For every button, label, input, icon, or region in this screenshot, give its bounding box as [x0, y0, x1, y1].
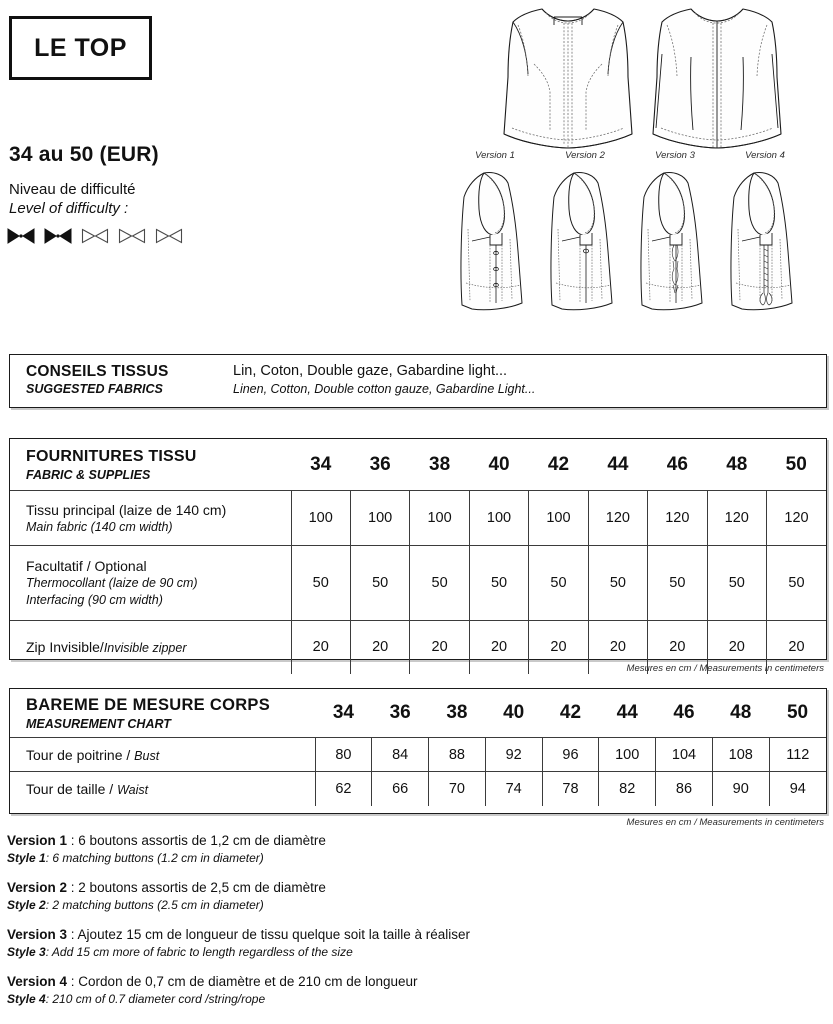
row-label — [10, 621, 291, 674]
cell-value: 70 — [429, 772, 486, 806]
difficulty-rating — [7, 228, 183, 244]
size-header: 44 — [616, 702, 638, 723]
version-label-3: Version 3 — [655, 150, 695, 161]
version-note-en-bold: Style 4 — [7, 992, 46, 1006]
row-label-en: Invisible zipper — [103, 640, 187, 655]
size-header: 46 — [666, 453, 688, 475]
size-header: 36 — [369, 453, 391, 475]
row-label — [10, 546, 291, 621]
version-note-en-rest: : Add 15 cm more of fabric to length regardless of the size — [45, 945, 353, 959]
cell-value: 104 — [656, 738, 713, 772]
version-note-fr-bold: Version 4 — [7, 974, 68, 989]
version-note-en-rest: : 2 matching buttons (2.5 cm in diameter) — [45, 898, 264, 912]
cell-value: 50 — [469, 546, 528, 621]
cell-value: 50 — [707, 546, 766, 621]
version-note-fr-bold: Version 3 — [7, 927, 68, 942]
cell-value: 20 — [648, 621, 707, 674]
version-note-fr — [7, 832, 817, 850]
row-label-en: Bust — [134, 748, 160, 763]
fabric-supplies-table — [9, 438, 827, 660]
cell-value: 66 — [372, 772, 429, 806]
cell-value: 50 — [588, 546, 647, 621]
cell-value: 62 — [315, 772, 372, 806]
cell-value: 78 — [542, 772, 599, 806]
bowtie-icon-empty — [155, 228, 183, 244]
cell-value: 50 — [410, 546, 469, 621]
cell-value: 20 — [350, 621, 409, 674]
suggested-fabrics-value-en: Linen, Cotton, Double cotton gauze, Gabardine Light... — [233, 382, 536, 396]
cell-value: 20 — [767, 621, 827, 674]
cell-value: 100 — [599, 738, 656, 772]
cell-value: 80 — [315, 738, 372, 772]
suggested-fabrics-value-fr: Lin, Coton, Double gaze, Gabardine light... — [233, 363, 508, 379]
bowtie-icon-filled — [44, 228, 72, 244]
version-note-fr-bold: Version 1 — [7, 833, 68, 848]
version-sketches — [450, 165, 833, 340]
version-note-en — [7, 991, 817, 1007]
row-label — [10, 491, 291, 546]
version-note-en — [7, 944, 817, 960]
pattern-title-box — [9, 16, 152, 80]
size-header: 38 — [429, 453, 451, 475]
cell-value: 50 — [350, 546, 409, 621]
version-note — [7, 879, 817, 913]
version-note — [7, 926, 817, 960]
version-4-sketch — [731, 172, 792, 309]
row-label-fr: Tour de poitrine / — [26, 746, 135, 763]
version-label-1: Version 1 — [475, 150, 515, 161]
row-label-fr: Tour de taille / — [26, 780, 118, 797]
cell-value: 20 — [707, 621, 766, 674]
suggested-fabrics-label-en: SUGGESTED FABRICS — [26, 382, 163, 396]
size-header: 48 — [726, 453, 748, 475]
version-note-en-bold: Style 3 — [7, 945, 46, 959]
size-header: 40 — [503, 702, 525, 723]
cell-value: 50 — [648, 546, 707, 621]
table-header-row — [10, 439, 826, 491]
version-notes — [7, 832, 817, 1020]
cell-value: 120 — [648, 491, 707, 546]
measurement-footnote: Mesures en cm / Measurements in centimeters — [626, 817, 824, 828]
row-label-fr: Zip Invisible/ — [26, 638, 104, 655]
suggested-fabrics-value — [233, 362, 535, 398]
cell-value: 96 — [542, 738, 599, 772]
difficulty-label-fr: Niveau de difficulté — [9, 181, 136, 198]
cell-value: 120 — [767, 491, 827, 546]
cell-value: 20 — [291, 621, 350, 674]
garment-flats-front-back — [450, 2, 833, 162]
cell-value: 100 — [350, 491, 409, 546]
size-header: 48 — [730, 702, 752, 723]
version-3-sketch — [641, 172, 702, 309]
cell-value: 108 — [712, 738, 769, 772]
row-label-en2: Interfacing (90 cm width) — [26, 593, 163, 607]
bowtie-icon-empty — [118, 228, 146, 244]
cell-value: 100 — [410, 491, 469, 546]
cell-value: 20 — [529, 621, 588, 674]
table-row — [10, 546, 826, 621]
size-header: 34 — [310, 453, 332, 475]
row-label-en: Main fabric (140 cm width) — [26, 519, 173, 534]
suggested-fabrics-label — [26, 362, 233, 398]
size-header: 46 — [673, 702, 695, 723]
row-label-en: Waist — [117, 782, 149, 797]
cell-value: 86 — [656, 772, 713, 806]
cell-value: 50 — [291, 546, 350, 621]
row-label-en: Thermocollant (laize de 90 cm) — [26, 576, 198, 590]
cell-value: 20 — [588, 621, 647, 674]
cell-value: 120 — [588, 491, 647, 546]
size-header: 34 — [332, 702, 354, 723]
version-note-fr-rest: : Ajoutez 15 cm de longueur de tissu quelque soit la taille à réaliser — [67, 927, 471, 942]
version-note-en-rest: : 210 cm of 0.7 diameter cord /string/rope — [45, 992, 266, 1006]
cell-value: 100 — [529, 491, 588, 546]
cell-value: 92 — [485, 738, 542, 772]
cell-value: 88 — [429, 738, 486, 772]
version-note-fr — [7, 879, 817, 897]
version-note-fr-rest: : 2 boutons assortis de 2,5 cm de diamètre — [67, 880, 326, 895]
supplies-footnote: Mesures en cm / Measurements in centimeters — [626, 663, 824, 674]
measurement-title-fr: BAREME DE MESURE CORPS — [26, 696, 271, 714]
supplies-title — [10, 439, 291, 491]
table-header-row — [10, 689, 826, 738]
size-header: 44 — [607, 453, 629, 475]
header-area — [0, 0, 833, 340]
version-note-en-bold: Style 1 — [7, 851, 46, 865]
bowtie-icon-empty — [81, 228, 109, 244]
cell-value: 100 — [469, 491, 528, 546]
version-note-en-rest: : 6 matching buttons (1.2 cm in diameter) — [45, 851, 264, 865]
measurement-chart-table — [9, 688, 827, 814]
size-header: 36 — [389, 702, 411, 723]
version-note-fr-rest: : Cordon de 0,7 cm de diamètre et de 210 cm de longueur — [67, 974, 418, 989]
table-row — [10, 738, 826, 772]
row-label-fr: Tissu principal (laize de 140 cm) — [26, 501, 227, 518]
row-label — [10, 772, 315, 806]
measurement-title — [10, 689, 315, 738]
suggested-fabrics-label-fr: CONSEILS TISSUS — [26, 363, 169, 380]
cell-value: 20 — [469, 621, 528, 674]
size-header: 50 — [785, 453, 807, 475]
size-header: 42 — [559, 702, 582, 723]
supplies-title-fr: FOURNITURES TISSU — [26, 448, 197, 465]
supplies-title-en: FABRIC & SUPPLIES — [26, 468, 151, 482]
cell-value: 50 — [529, 546, 588, 621]
version-note-fr — [7, 973, 817, 991]
cell-value: 82 — [599, 772, 656, 806]
version-note-en-bold: Style 2 — [7, 898, 46, 912]
difficulty-block — [9, 180, 135, 218]
version-note — [7, 973, 817, 1007]
size-header: 42 — [547, 453, 570, 475]
cell-value: 94 — [769, 772, 826, 806]
cell-value: 84 — [372, 738, 429, 772]
cell-value: 120 — [707, 491, 766, 546]
version-label-2: Version 2 — [565, 150, 605, 161]
size-range-label: 34 au 50 (EUR) — [9, 143, 159, 166]
version-2-sketch — [551, 172, 612, 309]
version-note-fr-rest: : 6 boutons assortis de 1,2 cm de diamètre — [67, 833, 326, 848]
suggested-fabrics-panel — [9, 354, 827, 408]
bowtie-icon-filled — [7, 228, 35, 244]
version-note-en — [7, 897, 817, 913]
difficulty-label-en: Level of difficulty : — [9, 200, 129, 217]
version-1-sketch — [461, 172, 522, 309]
version-label-4: Version 4 — [745, 150, 785, 161]
version-note-fr-bold: Version 2 — [7, 880, 68, 895]
size-header: 40 — [488, 453, 510, 475]
size-header: 38 — [446, 702, 468, 723]
cell-value: 112 — [769, 738, 826, 772]
size-header: 50 — [786, 702, 809, 723]
cell-value: 90 — [712, 772, 769, 806]
version-note — [7, 832, 817, 866]
cell-value: 74 — [485, 772, 542, 806]
version-note-en — [7, 850, 817, 866]
row-label — [10, 738, 315, 772]
technical-drawings — [450, 0, 833, 340]
page-title: LE TOP — [34, 33, 127, 62]
cell-value: 50 — [767, 546, 827, 621]
cell-value: 20 — [410, 621, 469, 674]
table-row — [10, 491, 826, 546]
cell-value: 100 — [291, 491, 350, 546]
table-row — [10, 772, 826, 806]
row-label-fr: Facultatif / Optional — [26, 558, 147, 574]
version-note-fr — [7, 926, 817, 944]
measurement-title-en: MEASUREMENT CHART — [26, 717, 171, 731]
